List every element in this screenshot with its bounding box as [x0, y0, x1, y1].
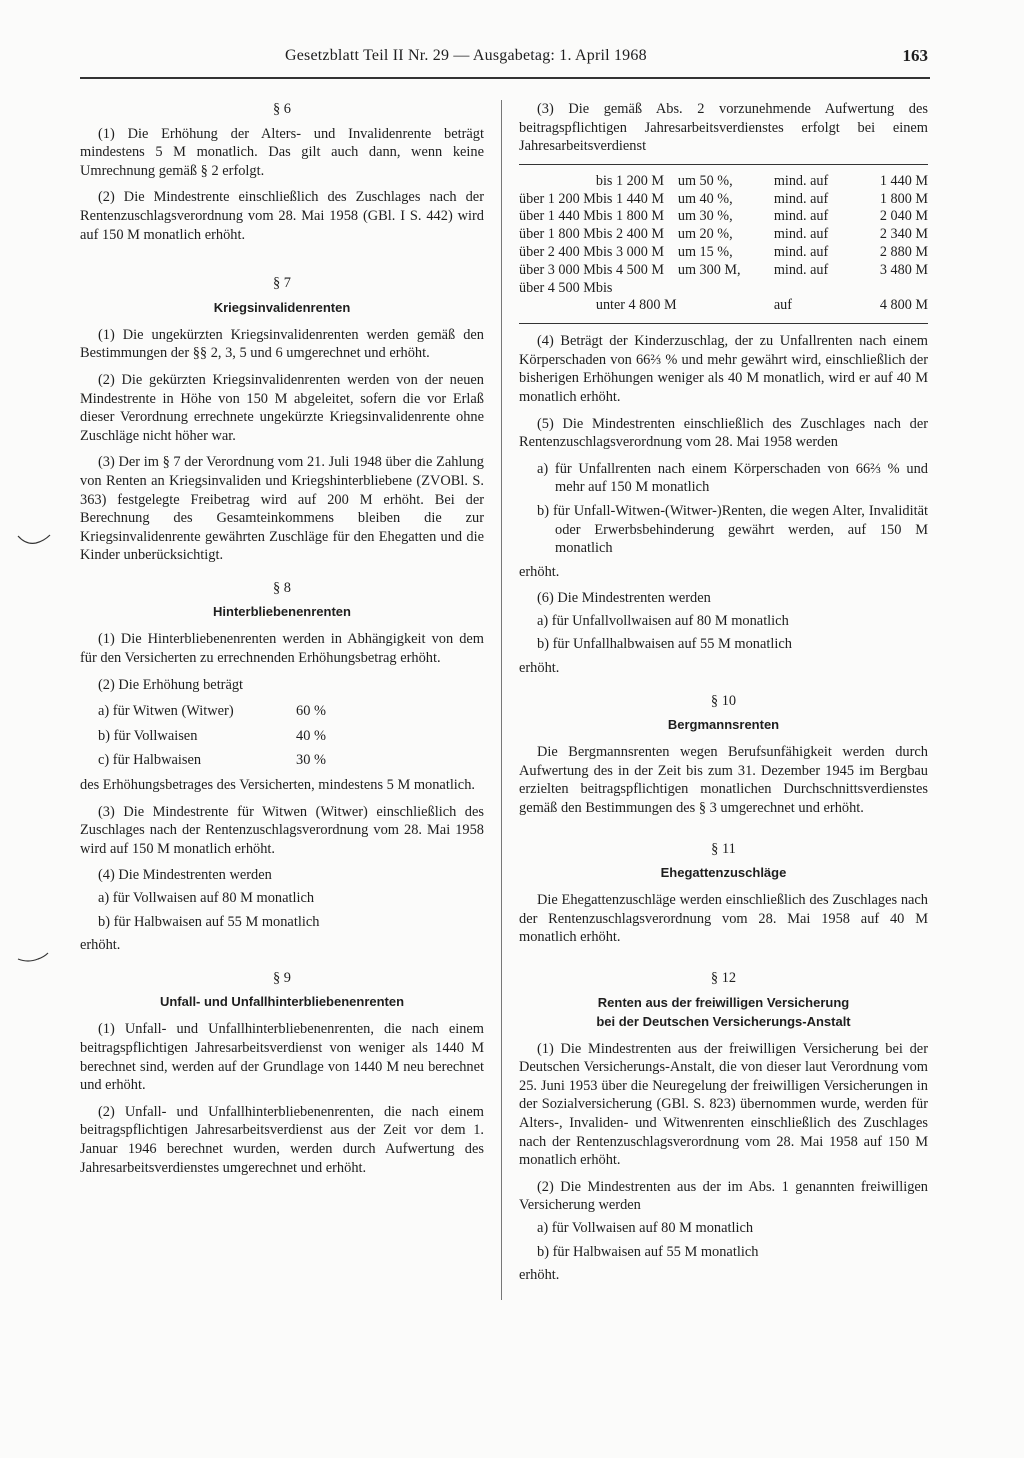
rate-label: b) für Vollwaisen: [98, 727, 198, 744]
table-cell: 4 800 M: [879, 297, 928, 314]
table-cell: mind. auf: [773, 190, 829, 207]
paragraph: (1) Die Hinterbliebenenrenten werden in Abhängigkeit von dem für den Versicherten zu errechnenden Erhöhungsbetrag erhöht.: [80, 631, 484, 667]
table-cell: bis 1 200 M: [595, 172, 665, 189]
table-cell: mind. auf: [773, 261, 829, 278]
header-title: Gesetzblatt Teil II Nr. 29 — Ausgabetag: 1. April 1968: [285, 47, 647, 64]
table-row: [519, 262, 928, 280]
paragraph: (3) Die gemäß Abs. 2 vorzunehmende Aufwertung des beitragspflichtigen Jahresarbeitsverdienstes erfolgt bei einem Jahresarbeitsverdienst: [519, 101, 928, 155]
section-title: Kriegsinvalidenrenten: [213, 299, 351, 315]
paragraph: (6) Die Mindestrenten werden: [537, 590, 711, 607]
table-row: [519, 191, 928, 209]
margin-mark: [16, 533, 52, 547]
list-item: a) für Unfallrenten nach einem Körperschaden von 66⅔ % und mehr auf 150 M monatlich: [537, 460, 928, 496]
section-title: bei der Deutschen Versicherungs-Anstalt: [596, 1013, 851, 1029]
revaluation-table: [519, 173, 928, 315]
section-title: Hinterbliebenenrenten: [213, 604, 351, 620]
paragraph: erhöht.: [519, 1267, 560, 1284]
table-row: [519, 208, 928, 226]
table-cell: auf: [773, 297, 792, 314]
paragraph: (4) Beträgt der Kinderzuschlag, der zu Unfallrenten nach einem Körperschaden von 66⅔ % und mehr gewährt wird, einschließlich der bisherigen Erhöhungen weniger als 40 M monatlich, wird er auf 40 M monatlich erhöht.: [519, 333, 928, 405]
table-cell: bis 2 400 M: [595, 226, 665, 243]
paragraph: (2) Unfall- und Unfallhinterbliebenenrenten, die nach einem beitragspflichtigen Jahresarbeitsverdienst aus der Zeit vor dem 1. Januar 1946 berechnet wurden, werden durch Aufwertung des Jahresarbeitsverdienstes umgerechnet und erhöht.: [80, 1103, 484, 1176]
paragraph: erhöht.: [80, 937, 121, 954]
paragraph: (1) Die Mindestrenten aus der freiwilligen Versicherung bei der Deutschen Versicherungs-Anstalt, die von dieser laut Verordnung vom 25. Juni 1953 über die Neuregelung der freiwilligen Versicherungen in der Sozialversicherung (GBl. S. 823) übernommen wurde, werden für Alters-, Invaliden- und Witwenrenten einschließlich des Zuschlages nach der Rentenzuschlagsverordnung vom 28. Mai 1958 auf 150 M monatlich erhöht.: [519, 1040, 928, 1169]
table-cell: mind. auf: [773, 243, 829, 260]
table-cell: über 1 200 M: [519, 190, 596, 207]
table-cell: um 300 M,: [677, 261, 741, 278]
page-header: [80, 44, 930, 70]
paragraph: Die Ehegattenzuschläge werden einschließlich des Zuschlages nach der Rentenzuschlagsverordnung vom 28. Mai 1958 auf 40 M monatlich erhöht.: [519, 892, 928, 946]
table-row: [519, 297, 928, 315]
table-row: [519, 244, 928, 262]
table-cell: [774, 280, 846, 298]
paragraph: (4) Die Mindestrenten werden: [98, 867, 272, 884]
rate-row: [80, 751, 484, 770]
table-row: [519, 226, 928, 244]
table-cell: bis 1 440 M: [595, 190, 665, 207]
list-item: b) für Halbwaisen auf 55 M monatlich: [98, 913, 320, 930]
paragraph: (1) Die ungekürzten Kriegsinvalidenrenten werden gemäß den Bestimmungen der §§ 2, 3, 5 und 6 umgerechnet und erhöht.: [80, 326, 484, 362]
table-cell: 1 440 M: [879, 172, 928, 189]
paragraph: (1) Die Erhöhung der Alters- und Invalidenrente beträgt mindestens 5 M monatlich. Das gilt auch dann, wenn keine Umrechnung gemäß § 2 erfolgt.: [80, 125, 484, 179]
table-cell: unter 4 800 M: [595, 297, 677, 314]
table-cell: um 20 %,: [677, 226, 733, 243]
list-item: b) für Unfallhalbwaisen auf 55 M monatlich: [537, 636, 792, 653]
table-cell: über 1 800 M: [519, 226, 596, 243]
right-column: [519, 100, 928, 1293]
paragraph: (2) Die Erhöhung beträgt: [98, 676, 244, 693]
paragraph: (2) Die Mindestrente einschließlich des Zuschlages nach der Rentenzuschlagsverordnung vom 28. Mai 1958 (GBl. I S. 442) wird auf 150 M monatlich erhöht.: [80, 189, 484, 243]
table-cell: [519, 297, 596, 315]
table-cell: über 3 000 M: [519, 261, 596, 278]
rate-row: [80, 727, 484, 746]
table-rule: [519, 164, 928, 165]
paragraph: (5) Die Mindestrenten einschließlich des Zuschlages nach der Rentenzuschlagsverordnung vom 28. Mai 1958 werden: [519, 415, 928, 451]
table-cell: über 2 400 M: [519, 243, 596, 260]
table-cell: um 50 %,: [677, 172, 733, 189]
section-number: § 7: [273, 275, 291, 292]
header-rule: [80, 77, 930, 79]
section-title: Unfall- und Unfallhinterbliebenenrenten: [159, 994, 405, 1010]
rate-label: c) für Halbwaisen: [98, 752, 202, 769]
rate-label: a) für Witwen (Witwer): [98, 703, 234, 720]
section-title: Ehegattenzuschläge: [660, 865, 787, 881]
paragraph: des Erhöhungsbetrages des Versicherten, mindestens 5 M monatlich.: [80, 777, 475, 794]
table-cell: um 30 %,: [677, 208, 733, 225]
table-cell: 1 800 M: [879, 190, 928, 207]
paragraph: (2) Die Mindestrenten aus der im Abs. 1 genannten freiwilligen Versicherung werden: [519, 1178, 928, 1214]
paragraph: erhöht.: [519, 660, 560, 677]
paragraph: (1) Unfall- und Unfallhinterbliebenenrenten, die nach einem beitragspflichtigen Jahresarbeitsverdienst von weniger als 1440 M berechnet sind, werden auf der Grundlage von 1440 M neu berechnet und erhöht.: [80, 1021, 484, 1094]
table-cell: bis: [595, 279, 613, 296]
table-cell: um 15 %,: [677, 243, 733, 260]
section-number: § 6: [273, 101, 291, 117]
section-number: § 10: [710, 692, 737, 709]
left-column: [80, 100, 484, 1185]
table-cell: über 1 440 M: [519, 208, 596, 225]
section-title: Bergmannsrenten: [667, 717, 780, 733]
table-cell: um 40 %,: [677, 190, 733, 207]
paragraph: (3) Die Mindestrente für Witwen (Witwer) einschließlich des Zuschlages nach der Rentenzuschlagsverordnung vom 28. Mai 1958 wird auf 150 M monatlich erhöht.: [80, 803, 484, 857]
table-rule: [519, 323, 928, 324]
table-cell: mind. auf: [773, 208, 829, 225]
table-cell: mind. auf: [773, 172, 829, 189]
paragraph: Die Bergmannsrenten wegen Berufsunfähigkeit werden durch Aufwertung des in der Zeit bis zum 31. Dezember 1945 im Bergbau erzielten beitragspflichtigen monatlichen Durchschnittsverdienstes gemäß den Bestimmungen des § 3 umgerechnet und erhöht.: [519, 744, 928, 817]
section-number: § 9: [273, 969, 291, 986]
rate-value: 60 %: [296, 703, 326, 720]
section-title: Renten aus der freiwilligen Versicherung: [597, 994, 850, 1010]
table-cell: [678, 280, 774, 298]
section-number: § 11: [711, 840, 736, 857]
table-cell: [846, 280, 928, 298]
table-cell: bis 3 000 M: [595, 243, 665, 260]
paragraph: erhöht.: [519, 563, 560, 580]
rate-row: [80, 702, 484, 721]
paragraph: (3) Der im § 7 der Verordnung vom 21. Juli 1948 über die Zahlung von Renten an Kriegsinvaliden und Kriegshinterbliebene (ZVOBl. S. 363) festgelegte Freibetrag wird auf 200 M erhöht. Bei der Berechnung des Gesamteinkommens bleiben die zur Kriegsinvalidenrente gewährten Zuschläge für den Ehegatten und die Kinder unberücksichtigt.: [80, 454, 484, 564]
table-cell: 3 480 M: [879, 261, 928, 278]
table-cell: 2 040 M: [879, 208, 928, 225]
margin-mark: [16, 951, 52, 965]
list-item: a) für Vollwaisen auf 80 M monatlich: [98, 890, 315, 906]
page-number: 163: [902, 46, 928, 65]
table-cell: bis 1 800 M: [595, 208, 665, 225]
table-cell: [678, 297, 774, 315]
section-number: § 8: [273, 579, 291, 596]
list-item: b) für Unfall-Witwen-(Witwer-)Renten, die wegen Alter, Invalidität oder Erwerbsbehinderung gewährt werden, auf 150 M monatlich: [537, 502, 928, 557]
table-row: [519, 173, 928, 191]
table-cell: [519, 173, 596, 191]
rate-value: 40 %: [296, 727, 326, 744]
table-row: [519, 280, 928, 298]
list-item: a) für Unfallvollwaisen auf 80 M monatlich: [537, 612, 789, 629]
section-number: § 12: [710, 970, 737, 986]
table-cell: bis 4 500 M: [595, 261, 665, 278]
table-cell: mind. auf: [773, 226, 829, 243]
rate-value: 30 %: [296, 752, 326, 769]
paragraph: (2) Die gekürzten Kriegsinvalidenrenten werden von der neuen Mindestrente in Höhe von 150 M abgeleitet, sofern die vor Erlaß dieser Verordnung errechnete ungekürzte Kriegsinvalidenrente ohne Zuschläge nicht höher war.: [80, 371, 484, 444]
table-cell: über 4 500 M: [519, 279, 596, 296]
list-item: a) für Vollwaisen auf 80 M monatlich: [537, 1219, 754, 1236]
list-item: b) für Halbwaisen auf 55 M monatlich: [537, 1243, 759, 1260]
table-cell: 2 340 M: [879, 226, 928, 243]
table-cell: 2 880 M: [879, 243, 928, 260]
column-divider: [501, 100, 502, 1300]
